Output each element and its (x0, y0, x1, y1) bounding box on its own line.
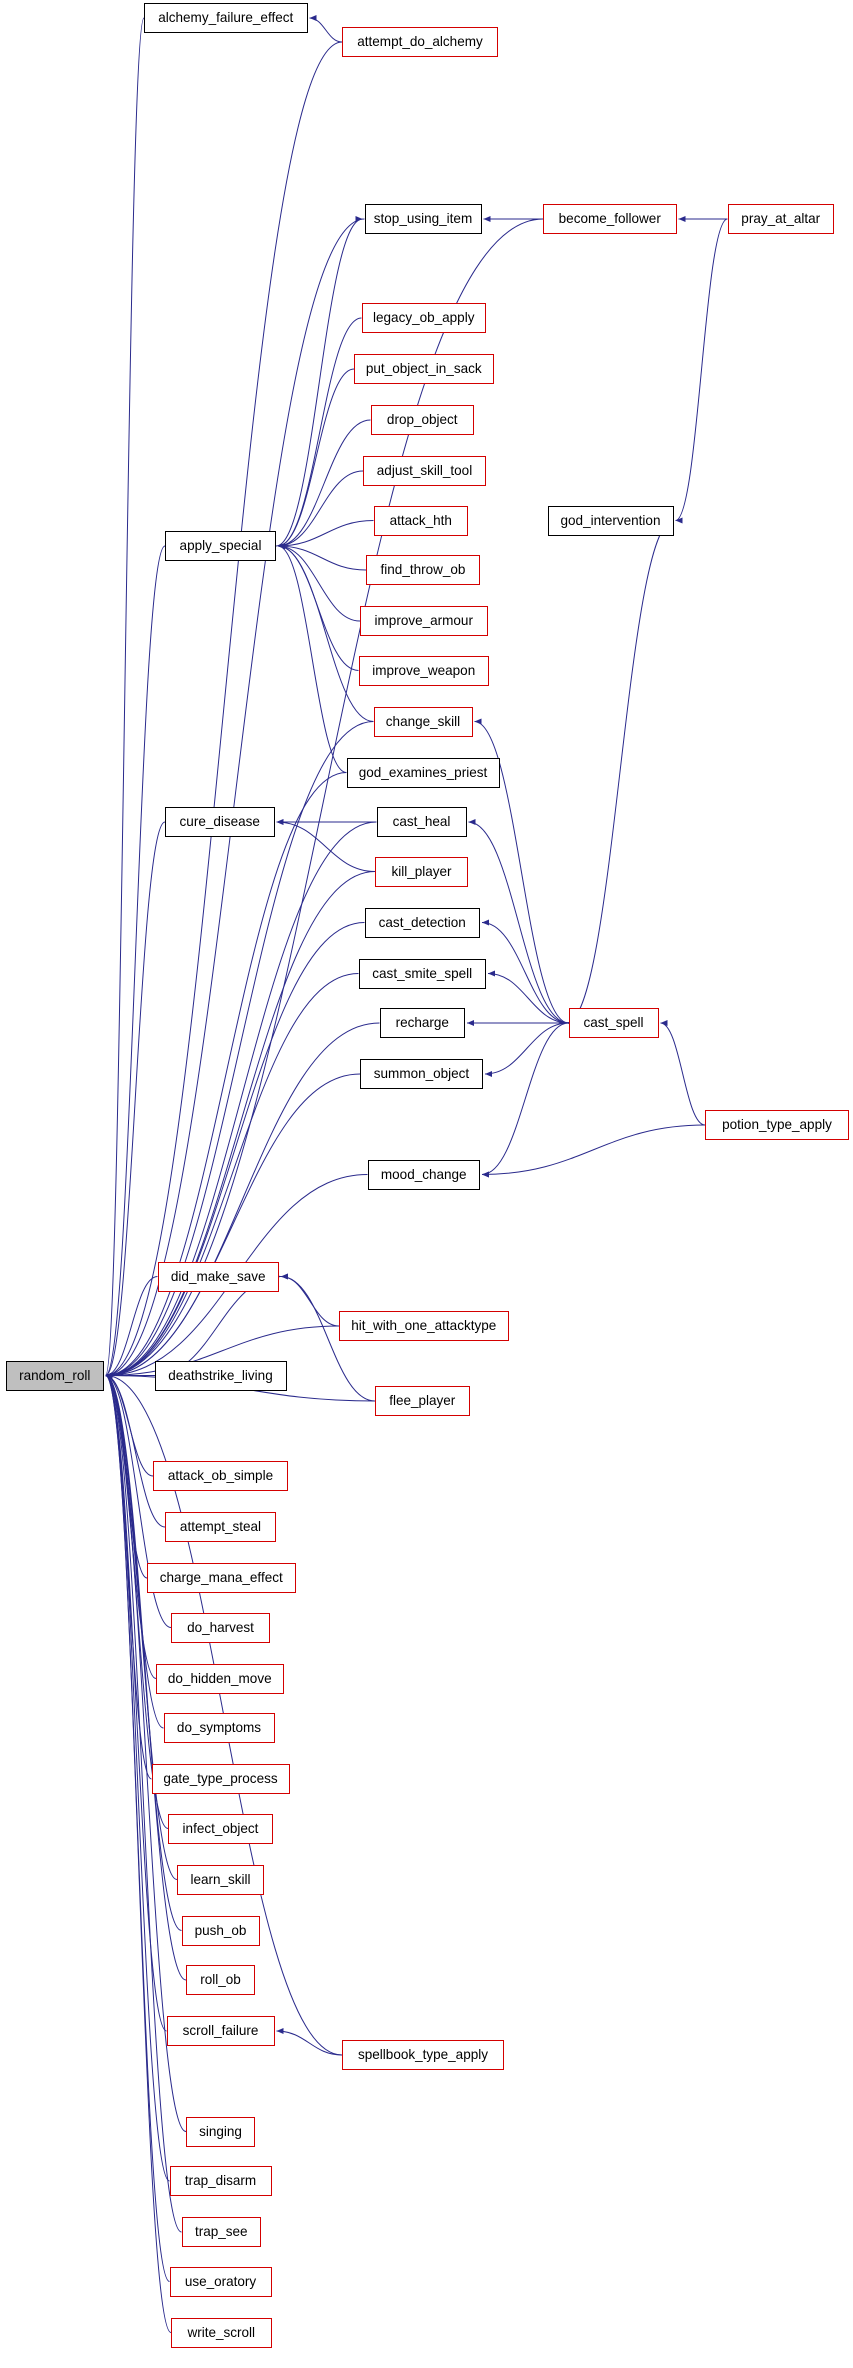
edge-did_make_save-to-random_roll (106, 1277, 158, 1376)
graph-node-label: flee_player (389, 1393, 456, 1409)
edge-write_scroll-to-random_roll (106, 1376, 172, 2333)
graph-node-singing[interactable] (186, 2117, 255, 2147)
graph-node-god_examines_priest[interactable] (347, 758, 500, 788)
graph-node-flee_player[interactable] (375, 1386, 470, 1416)
graph-node-label: gate_type_process (163, 1771, 278, 1787)
graph-node-stop_using_item[interactable] (365, 204, 482, 234)
graph-node-label: hit_with_one_attacktype (351, 1318, 497, 1334)
graph-node-label: attack_hth (389, 512, 452, 528)
graph-node-cast_heal[interactable] (377, 807, 467, 837)
edge-learn_skill-to-random_roll (106, 1376, 178, 1880)
edge-cast_heal-to-random_roll (106, 822, 377, 1376)
edge-stop_using_item-to-random_roll (106, 219, 365, 1376)
edge-god_intervention-to-cast_spell (567, 521, 674, 1024)
graph-node-mood_change[interactable] (368, 1160, 481, 1190)
edge-attempt_steal-to-random_roll (106, 1376, 166, 1528)
edge-cast_spell-to-cast_smite_spell (488, 974, 569, 1024)
edge-cast_detection-to-random_roll (106, 923, 365, 1376)
graph-node-apply_special[interactable] (165, 531, 276, 561)
graph-node-label: push_ob (194, 1922, 247, 1938)
graph-node-label: drop_object (386, 412, 458, 428)
edge-apply_special-to-random_roll (106, 546, 166, 1376)
graph-node-label: did_make_save (170, 1268, 266, 1284)
edge-cast_spell-to-cast_detection (482, 923, 569, 1024)
graph-node-label: singing (199, 2123, 242, 2139)
edge-gate_type_process-to-random_roll (106, 1376, 152, 1780)
graph-node-label: apply_special (179, 538, 262, 554)
graph-node-label: cure_disease (179, 814, 260, 830)
graph-node-label: change_skill (385, 713, 461, 729)
graph-node-write_scroll[interactable] (171, 2318, 272, 2348)
graph-node-summon_object[interactable] (360, 1059, 483, 1089)
graph-node-label: spellbook_type_apply (358, 2047, 488, 2063)
graph-node-did_make_save[interactable] (158, 1262, 280, 1292)
graph-node-label: use_oratory (184, 2273, 257, 2289)
graph-node-adjust_skill_tool[interactable] (363, 456, 486, 486)
graph-node-label: cast_smite_spell (372, 965, 473, 981)
graph-node-label: become_follower (558, 211, 661, 227)
edge-cast_smite_spell-to-random_roll (106, 974, 359, 1376)
graph-node-label: summon_object (373, 1066, 470, 1082)
graph-node-label: find_throw_ob (380, 562, 466, 578)
graph-node-attack_ob_simple[interactable] (153, 1461, 288, 1491)
graph-node-infect_object[interactable] (168, 1814, 273, 1844)
edge-god_examines_priest-to-apply_special (278, 546, 347, 773)
graph-node-attack_hth[interactable] (374, 506, 469, 536)
graph-node-potion_type_apply[interactable] (705, 1110, 849, 1140)
edge-drop_object-to-apply_special (278, 420, 371, 546)
edge-kill_player-to-cure_disease (277, 822, 376, 872)
graph-node-attempt_do_alchemy[interactable] (342, 27, 498, 57)
edge-alchemy_failure_effect-to-random_roll (106, 18, 145, 1376)
graph-node-learn_skill[interactable] (177, 1865, 264, 1895)
graph-node-trap_see[interactable] (182, 2217, 262, 2247)
edge-use_oratory-to-random_roll (106, 1376, 170, 2282)
graph-node-cast_detection[interactable] (365, 908, 481, 938)
graph-node-label: do_harvest (187, 1619, 254, 1635)
graph-node-label: deathstrike_living (168, 1367, 273, 1383)
graph-node-use_oratory[interactable] (170, 2267, 272, 2297)
graph-node-hit_with_one_attacktype[interactable] (339, 1311, 509, 1341)
graph-node-label: adjust_skill_tool (376, 463, 473, 479)
edge-hit_with_one_attacktype-to-did_make_save (281, 1277, 339, 1327)
edge-attempt_do_alchemy-to-alchemy_failure_effect (310, 18, 343, 42)
edge-push_ob-to-random_roll (106, 1376, 182, 1931)
graph-node-label: alchemy_failure_effect (158, 10, 294, 26)
graph-node-random_roll[interactable] (6, 1361, 104, 1391)
edge-cast_spell-to-cast_heal (469, 822, 569, 1023)
graph-node-label: mood_change (380, 1166, 467, 1182)
graph-node-legacy_ob_apply[interactable] (362, 303, 487, 333)
graph-node-god_intervention[interactable] (548, 506, 674, 536)
edge-kill_player-to-random_roll (106, 872, 376, 1376)
graph-node-find_throw_ob[interactable] (366, 555, 480, 585)
graph-node-label: trap_see (194, 2224, 248, 2240)
graph-node-recharge[interactable] (380, 1008, 466, 1038)
edge-do_symptoms-to-random_roll (106, 1376, 164, 1729)
graph-node-label: god_examines_priest (358, 764, 488, 780)
graph-node-push_ob[interactable] (182, 1916, 260, 1946)
graph-node-label: random_roll (19, 1367, 91, 1383)
graph-node-spellbook_type_apply[interactable] (342, 2040, 504, 2070)
edge-trap_see-to-random_roll (106, 1376, 182, 2233)
graph-node-drop_object[interactable] (371, 405, 475, 435)
graph-node-pray_at_altar[interactable] (728, 204, 835, 234)
graph-node-label: legacy_ob_apply (373, 310, 475, 326)
edge-improve_weapon-to-apply_special (278, 546, 359, 671)
graph-node-scroll_failure[interactable] (167, 2016, 275, 2046)
graph-node-label: cast_detection (378, 914, 466, 930)
edge-improve_armour-to-apply_special (278, 546, 360, 621)
graph-node-label: kill_player (391, 863, 452, 879)
graph-node-label: cast_heal (392, 814, 451, 830)
graph-node-label: cast_spell (583, 1015, 644, 1031)
edge-summon_object-to-random_roll (106, 1074, 361, 1376)
graph-node-trap_disarm[interactable] (170, 2166, 272, 2196)
graph-node-label: roll_ob (200, 1972, 241, 1988)
edge-potion_type_apply-to-cast_spell (661, 1023, 706, 1125)
graph-node-put_object_in_sack[interactable] (354, 354, 494, 384)
graph-node-label: write_scroll (187, 2324, 256, 2340)
graph-node-label: learn_skill (190, 1871, 251, 1887)
edge-charge_mana_effect-to-random_roll (106, 1376, 148, 1579)
graph-node-do_harvest[interactable] (171, 1613, 270, 1643)
graph-node-label: attempt_do_alchemy (357, 34, 483, 50)
edge-find_throw_ob-to-apply_special (278, 546, 366, 570)
edge-legacy_ob_apply-to-apply_special (278, 318, 362, 546)
graph-node-label: put_object_in_sack (365, 361, 482, 377)
edge-attack_hth-to-apply_special (278, 521, 374, 547)
graph-node-label: do_hidden_move (167, 1670, 272, 1686)
graph-node-improve_armour[interactable] (360, 606, 488, 636)
edge-pray_at_altar-to-god_intervention (676, 219, 728, 521)
graph-node-gate_type_process[interactable] (152, 1764, 290, 1794)
graph-node-deathstrike_living[interactable] (155, 1361, 287, 1391)
edge-do_hidden_move-to-random_roll (106, 1376, 157, 1679)
edge-adjust_skill_tool-to-apply_special (278, 471, 363, 546)
graph-node-become_follower[interactable] (543, 204, 677, 234)
graph-node-cast_spell[interactable] (569, 1008, 659, 1038)
graph-node-do_hidden_move[interactable] (156, 1664, 284, 1694)
graph-node-alchemy_failure_effect[interactable] (144, 3, 308, 33)
graph-node-label: god_intervention (560, 512, 661, 528)
edge-infect_object-to-random_roll (106, 1376, 169, 1829)
graph-node-charge_mana_effect[interactable] (147, 1563, 296, 1593)
edge-put_object_in_sack-to-apply_special (278, 369, 354, 546)
edge-cast_spell-to-summon_object (485, 1023, 569, 1074)
graph-node-cure_disease[interactable] (165, 807, 275, 837)
graph-node-cast_smite_spell[interactable] (359, 959, 487, 989)
graph-node-label: charge_mana_effect (159, 1570, 283, 1586)
graph-node-label: improve_armour (374, 613, 473, 629)
graph-node-label: recharge (395, 1015, 449, 1031)
graph-node-change_skill[interactable] (374, 707, 473, 737)
edge-spellbook_type_apply-to-scroll_failure (277, 2031, 343, 2055)
edge-potion_type_apply-to-mood_change (482, 1125, 705, 1175)
edge-cure_disease-to-random_roll (106, 822, 166, 1376)
graph-node-label: potion_type_apply (722, 1117, 832, 1133)
edge-become_follower-to-random_roll (106, 219, 544, 1376)
graph-node-do_symptoms[interactable] (164, 1713, 275, 1743)
edge-attempt_do_alchemy-to-random_roll (106, 42, 343, 1376)
graph-node-attempt_steal[interactable] (165, 1512, 276, 1542)
edge-apply_special-to-stop_using_item (276, 219, 363, 546)
graph-node-label: trap_disarm (184, 2173, 257, 2189)
graph-node-kill_player[interactable] (375, 857, 468, 887)
graph-node-label: do_symptoms (176, 1720, 262, 1736)
graph-node-label: pray_at_altar (741, 211, 821, 227)
graph-node-label: attempt_steal (179, 1519, 262, 1535)
edge-attack_ob_simple-to-random_roll (106, 1376, 154, 1477)
graph-node-label: infect_object (182, 1820, 259, 1836)
graph-node-label: improve_weapon (372, 662, 476, 678)
graph-node-label: attack_ob_simple (167, 1468, 274, 1484)
graph-node-label: stop_using_item (373, 211, 473, 227)
graph-node-improve_weapon[interactable] (359, 656, 490, 686)
edge-cast_spell-to-mood_change (482, 1023, 569, 1175)
graph-node-label: scroll_failure (182, 2023, 259, 2039)
graph-node-roll_ob[interactable] (186, 1965, 255, 1995)
